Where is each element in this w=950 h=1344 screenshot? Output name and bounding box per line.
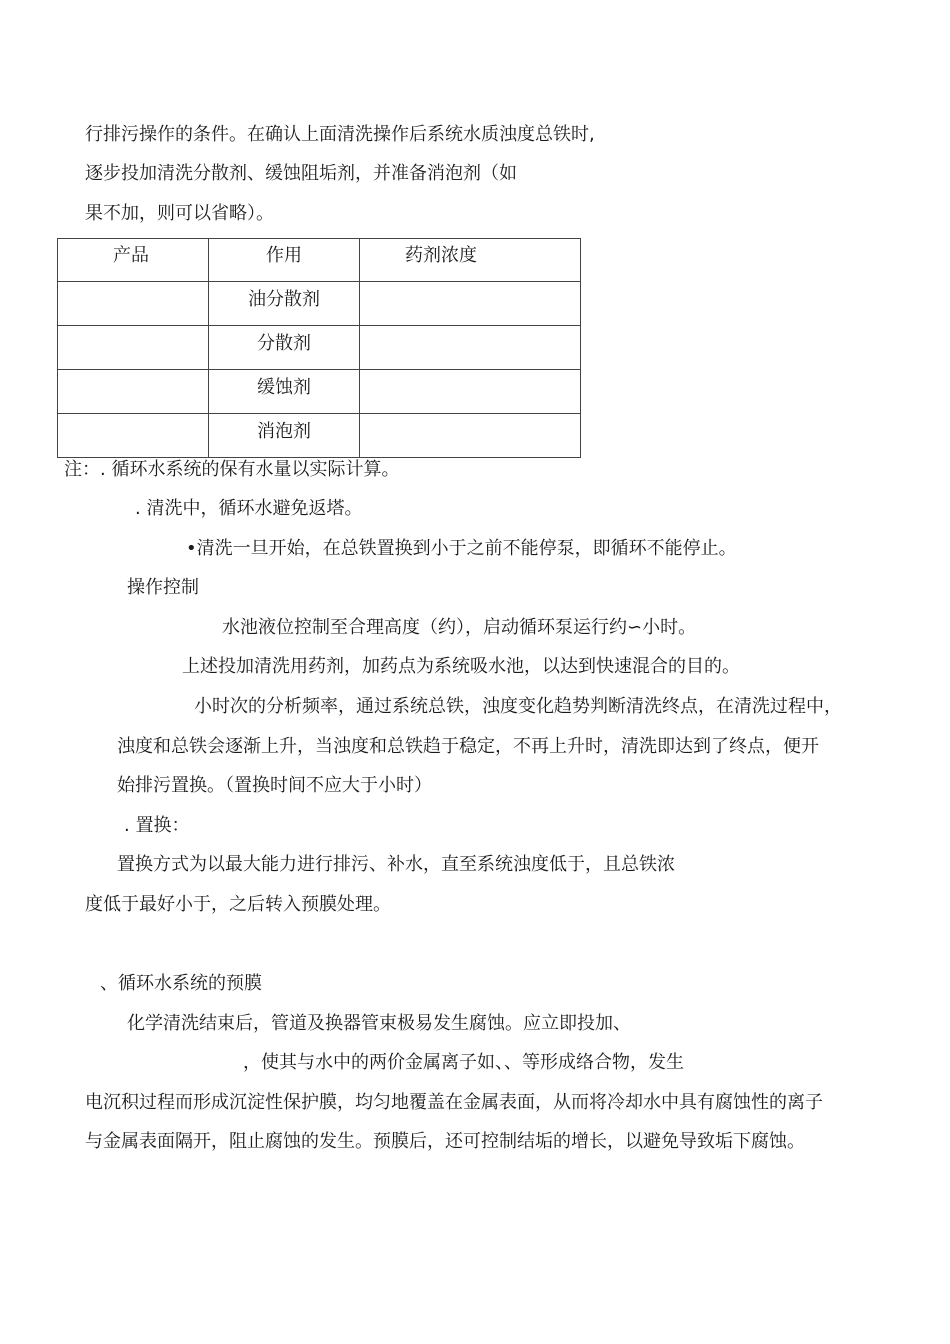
cell-concentration	[360, 370, 581, 414]
table-row	[58, 370, 581, 414]
prefilm-heading: 、循环水系统的预膜	[100, 973, 262, 994]
table-row	[58, 282, 581, 326]
control-paragraph-3-line-3: 始排污置换。（置换时间不应大于小时）	[117, 775, 432, 796]
cell-concentration	[360, 282, 581, 326]
intro-line-3: 果不加，则可以省略）。	[85, 203, 274, 224]
table-row	[58, 414, 581, 458]
replacement-line-2: 度低于最好小于，之后转入预膜处理。	[85, 894, 391, 915]
table-header-row	[58, 239, 581, 282]
header-concentration: 药剂浓度	[360, 239, 581, 282]
control-paragraph-3-line-1: 小时次的分析频率，通过系统总铁，浊度变化趋势判断清洗终点，在清洗过程中，	[194, 696, 842, 717]
control-heading: 操作控制	[127, 577, 199, 598]
prefilm-line-4: 与金属表面隔开，阻止腐蚀的发生。预膜后，还可控制结垢的增长，以避免导致垢下腐蚀。	[85, 1131, 805, 1152]
cell-product	[58, 282, 209, 326]
cell-product	[58, 414, 209, 458]
cell-product	[58, 370, 209, 414]
cell-function: 缓蚀剂	[209, 370, 360, 414]
control-paragraph-1: 水池液位控制至合理高度（约），启动循环泵运行约∽小时。	[222, 617, 697, 638]
control-paragraph-3-line-2: 浊度和总铁会逐渐上升，当浊度和总铁趋于稳定，不再上升时，清洗即达到了终点，便开	[117, 736, 819, 757]
table-row	[58, 326, 581, 370]
intro-line-1: 行排污操作的条件。在确认上面清洗操作后系统水质浊度总铁时,	[85, 124, 595, 145]
header-product: 产品	[58, 239, 209, 282]
cell-concentration	[360, 414, 581, 458]
note-3: •清洗一旦开始，在总铁置换到小于之前不能停泵，即循环不能停止。	[186, 538, 737, 559]
replacement-line-1: 置换方式为以最大能力进行排污、补水，直至系统浊度低于，且总铁浓	[117, 854, 675, 875]
header-function: 作用	[209, 239, 360, 282]
cell-function: 分散剂	[209, 326, 360, 370]
reagent-table	[57, 238, 581, 458]
replacement-heading: . 置换：	[124, 815, 190, 836]
prefilm-line-2: ，使其与水中的两价金属离子如、、等形成络合物，发生	[243, 1052, 684, 1073]
note-2: . 清洗中，循环水避免返塔。	[135, 498, 363, 519]
cell-function: 油分散剂	[209, 282, 360, 326]
note-1: 注：. 循环水系统的保有水量以实际计算。	[64, 459, 400, 480]
prefilm-line-1: 化学清洗结束后，管道及换器管束极易发生腐蚀。应立即投加、	[127, 1013, 631, 1034]
control-paragraph-2: 上述投加清洗用药剂，加药点为系统吸水池，以达到快速混合的目的。	[182, 656, 740, 677]
cell-concentration	[360, 326, 581, 370]
cell-product	[58, 326, 209, 370]
intro-line-2: 逐步投加清洗分散剂、缓蚀阻垢剂，并准备消泡剂（如	[85, 163, 517, 184]
cell-function: 消泡剂	[209, 414, 360, 458]
prefilm-line-3: 电沉积过程而形成沉淀性保护膜，均匀地覆盖在金属表面，从而将冷却水中具有腐蚀性的离子	[85, 1092, 823, 1113]
